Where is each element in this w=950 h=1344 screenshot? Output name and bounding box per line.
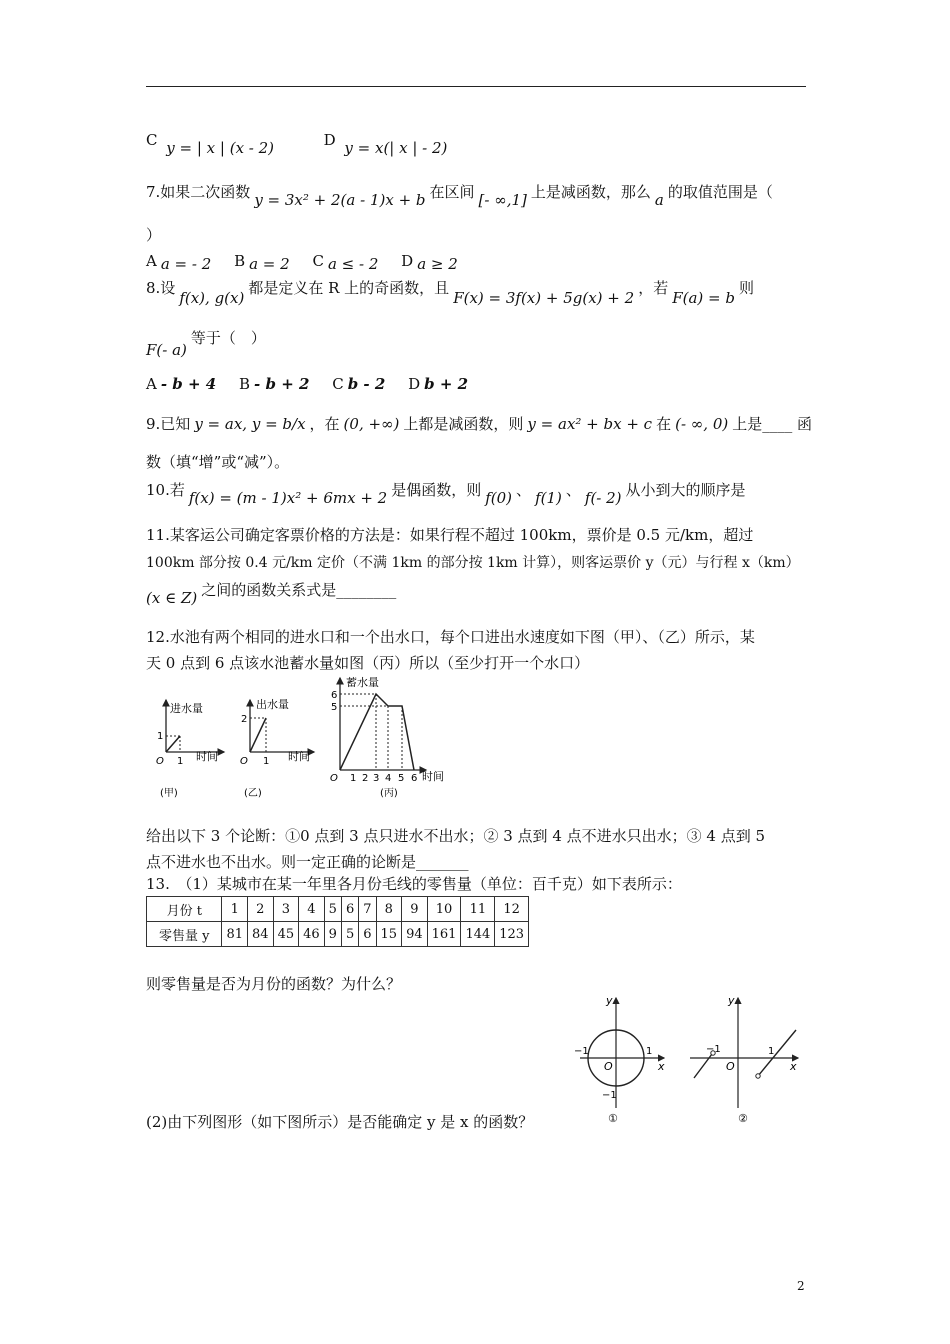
q9-text-a: 9.已知	[146, 415, 191, 433]
g2-n1: −1	[706, 1044, 721, 1055]
table-cell: 12	[495, 897, 529, 922]
jia-origin: O	[156, 756, 164, 767]
page-number: 2	[797, 1279, 805, 1293]
q8-opt-a: - b + 4	[160, 375, 217, 393]
yi-caption: (乙)	[244, 788, 262, 799]
q7-expr: y = 3x² + 2(a - 1)x + b	[254, 191, 426, 209]
bing-origin: O	[330, 773, 338, 784]
q11-line1: 11.某客运公司确定客票价格的方法是：如果行程不超过 100km，票价是 0.5 元/km，超过	[146, 526, 754, 544]
q9-expr: y = ax, y = b/x	[194, 415, 306, 433]
table-cell: 5	[341, 922, 358, 947]
q7-text-a: 7.如果二次函数	[146, 183, 251, 201]
table-cell: 10	[427, 897, 461, 922]
q7-opt-b: a = 2	[249, 255, 290, 273]
q7-options	[146, 251, 462, 271]
yi-origin: O	[240, 756, 248, 767]
q11-line3	[146, 580, 397, 607]
q8-opt-c-label: C	[332, 375, 344, 393]
table-cell: 1	[222, 897, 248, 922]
q7-opt-d: a ≥ 2	[417, 255, 458, 273]
table-cell: 5	[324, 897, 341, 922]
table-header: 零售量 y	[147, 922, 222, 947]
q12-figures	[146, 672, 458, 802]
q7-var: a	[654, 191, 664, 209]
table-cell: 6	[341, 897, 358, 922]
g2-x: x	[790, 1060, 797, 1073]
q12-line3: 给出以下 3 个论断：①0 点到 3 点只进水不出水；② 3 点到 4 点不进水只出水；③ 4 点到 5	[146, 827, 766, 845]
table-row	[147, 922, 529, 947]
q8-opt-d: b + 2	[424, 375, 469, 393]
q8-opt-b: - b + 2	[254, 375, 310, 393]
figure-jia	[156, 700, 224, 799]
jia-caption: (甲)	[160, 788, 178, 799]
q9-text-b: ，在	[309, 415, 340, 433]
g1-x: x	[658, 1060, 665, 1073]
bing-xlabel: 时间	[422, 770, 444, 783]
q7-opt-c: a ≤ - 2	[327, 255, 379, 273]
q9-text-c: 上都是减函数，则	[403, 415, 524, 433]
q13-line1: 13. （1）某城市在某一年里各月份毛线的零售量（单位：百千克）如下表所示：	[146, 875, 682, 893]
q8-text-a: 8.设	[146, 279, 176, 297]
jia-y1: 1	[157, 731, 164, 742]
q6-d-expr: y = x(| x | - 2)	[344, 139, 448, 157]
table-cell: 45	[273, 922, 299, 947]
table-cell: 123	[495, 922, 529, 947]
table-cell: 161	[427, 922, 461, 947]
q7-stem	[146, 182, 773, 209]
q8-cond: F(a) = b	[672, 289, 735, 307]
yi-ylabel: 出水量	[256, 698, 289, 711]
bing-caption: (丙)	[380, 788, 398, 799]
q11-line2: 100km 部分按 0.4 元/km 定价（不满 1km 的部分按 1km 计算），则客运票价 y（元）与行程 x（km）	[146, 555, 800, 571]
q9-line2: 数（填“增”或“减”）。	[146, 453, 290, 471]
bing-ylabel: 蓄水量	[346, 676, 379, 689]
q10-text-a: 10.若	[146, 481, 185, 499]
table-cell: 94	[402, 922, 428, 947]
q13-graphs	[562, 992, 818, 1126]
bing-x4: 4	[385, 773, 392, 784]
q10-v1: f(0)	[485, 489, 513, 507]
q9-stem	[146, 414, 812, 434]
table-row	[147, 897, 529, 922]
q8-opt-a-label: A	[146, 375, 157, 393]
q10-stem	[146, 480, 746, 507]
q8-options	[146, 374, 472, 394]
q6-options	[146, 130, 451, 157]
q7-opt-c-label: C	[312, 252, 324, 270]
q8-funcs: f(x), g(x)	[179, 289, 245, 307]
q13-question1: 则零售量是否为月份的函数？为什么？	[146, 975, 402, 993]
jia-x1: 1	[177, 756, 184, 767]
q6-d-label: D	[323, 131, 336, 149]
q8-opt-d-label: D	[408, 375, 421, 393]
sales-table	[146, 896, 529, 947]
yi-x1: 1	[263, 756, 270, 767]
q6-c-expr: y = | x | (x - 2)	[166, 139, 275, 157]
q8-expr: F(x) = 3f(x) + 5g(x) + 2	[453, 289, 635, 307]
g1-caption: ①	[608, 1112, 618, 1125]
q8-opt-b-label: B	[239, 375, 251, 393]
bing-x6: 6	[411, 773, 418, 784]
jia-ylabel: 进水量	[170, 702, 203, 715]
q13-question2: (2)由下列图形（如下图所示）是否能确定 y 是 x 的函数？	[146, 1113, 534, 1131]
q8-stem-2	[146, 328, 266, 359]
q12-line4: 点不进水也不出水。则一定正确的论断是_______	[146, 853, 469, 871]
g1-ny: −1	[602, 1090, 617, 1101]
g1-p1: 1	[646, 1046, 653, 1057]
table-cell: 8	[376, 897, 402, 922]
q8-expr2: F(- a)	[146, 341, 187, 359]
q10-text-b: 是偶函数，则	[391, 481, 482, 499]
table-cell: 11	[461, 897, 495, 922]
q8-stem	[146, 278, 754, 307]
table-cell: 15	[376, 922, 402, 947]
bing-x5: 5	[398, 773, 405, 784]
q10-expr: f(x) = (m - 1)x² + 6mx + 2	[188, 489, 388, 507]
table-cell: 9	[324, 922, 341, 947]
yi-xlabel: 时间	[288, 750, 310, 763]
q7-close: ）	[146, 226, 162, 244]
q10-sep1: 、	[516, 481, 532, 499]
q7-opt-b-label: B	[234, 252, 246, 270]
q6-c-label: C	[146, 131, 158, 149]
q7-text-b: 在区间	[429, 183, 475, 201]
q7-opt-a-label: A	[146, 252, 157, 270]
figure-bing	[330, 675, 444, 799]
figure-yi	[240, 697, 314, 799]
q10-sep2: 、	[565, 481, 581, 499]
q8-text-d: 则	[738, 279, 754, 297]
table-cell: 7	[359, 897, 376, 922]
q7-interval: [- ∞,1]	[478, 191, 527, 209]
q8-opt-c: b - 2	[347, 375, 386, 393]
bing-x3: 3	[373, 773, 380, 784]
q9-interval2: (- ∞, 0)	[675, 415, 729, 433]
q8-text-b: 都是定义在 R 上的奇函数，且	[248, 279, 450, 297]
q10-v2: f(1)	[535, 489, 562, 507]
q12-line2: 天 0 点到 6 点该水池蓄水量如图（丙）所以（至少打开一个水口）	[146, 654, 590, 672]
jia-xlabel: 时间	[196, 750, 218, 763]
q8-text-e: 等于（ ）	[190, 329, 266, 347]
bing-x2: 2	[362, 773, 369, 784]
g1-y: y	[606, 994, 613, 1007]
q9-text-e: 上是____ 函	[732, 415, 813, 433]
g2-o: O	[726, 1060, 735, 1073]
q7-text-d: 的取值范围是（	[667, 183, 773, 201]
table-cell: 4	[299, 897, 325, 922]
q9-interval: (0, +∞)	[343, 415, 400, 433]
yi-y1: 2	[241, 714, 248, 725]
q10-text-c: 从小到大的顺序是	[625, 481, 746, 499]
g2-y: y	[728, 994, 735, 1007]
graph-circle	[574, 994, 665, 1125]
q11-line3-text: 之间的函数关系式是________	[201, 581, 397, 599]
q7-opt-d-label: D	[401, 252, 414, 270]
table-cell: 2	[248, 897, 274, 922]
q11-cond: (x ∈ Z)	[146, 589, 198, 607]
g2-p1: 1	[768, 1046, 775, 1057]
table-header: 月份 t	[147, 897, 222, 922]
g1-o: O	[604, 1060, 613, 1073]
q9-text-d: 在	[656, 415, 672, 433]
q7-text-c: 上是减函数，那么	[530, 183, 651, 201]
bing-x1: 1	[350, 773, 357, 784]
g2-caption: ②	[738, 1112, 748, 1125]
bing-y5: 5	[331, 702, 338, 713]
q12-line1: 12.水池有两个相同的进水口和一个出水口，每个口进出水速度如下图（甲）、（乙）所示，某	[146, 628, 755, 646]
q10-v3: f(- 2)	[584, 489, 622, 507]
table-cell: 84	[248, 922, 274, 947]
q8-text-c: ，若	[638, 279, 669, 297]
table-cell: 6	[359, 922, 376, 947]
bing-y6: 6	[331, 690, 338, 701]
table-cell: 46	[299, 922, 325, 947]
g1-n1: −1	[574, 1046, 589, 1057]
header-rule	[146, 86, 806, 87]
table-cell: 9	[402, 897, 428, 922]
graph-lines	[690, 994, 798, 1125]
q9-expr2: y = ax² + bx + c	[527, 415, 653, 433]
table-cell: 3	[273, 897, 299, 922]
q7-opt-a: a = - 2	[160, 255, 212, 273]
table-cell: 81	[222, 922, 248, 947]
table-cell: 144	[461, 922, 495, 947]
